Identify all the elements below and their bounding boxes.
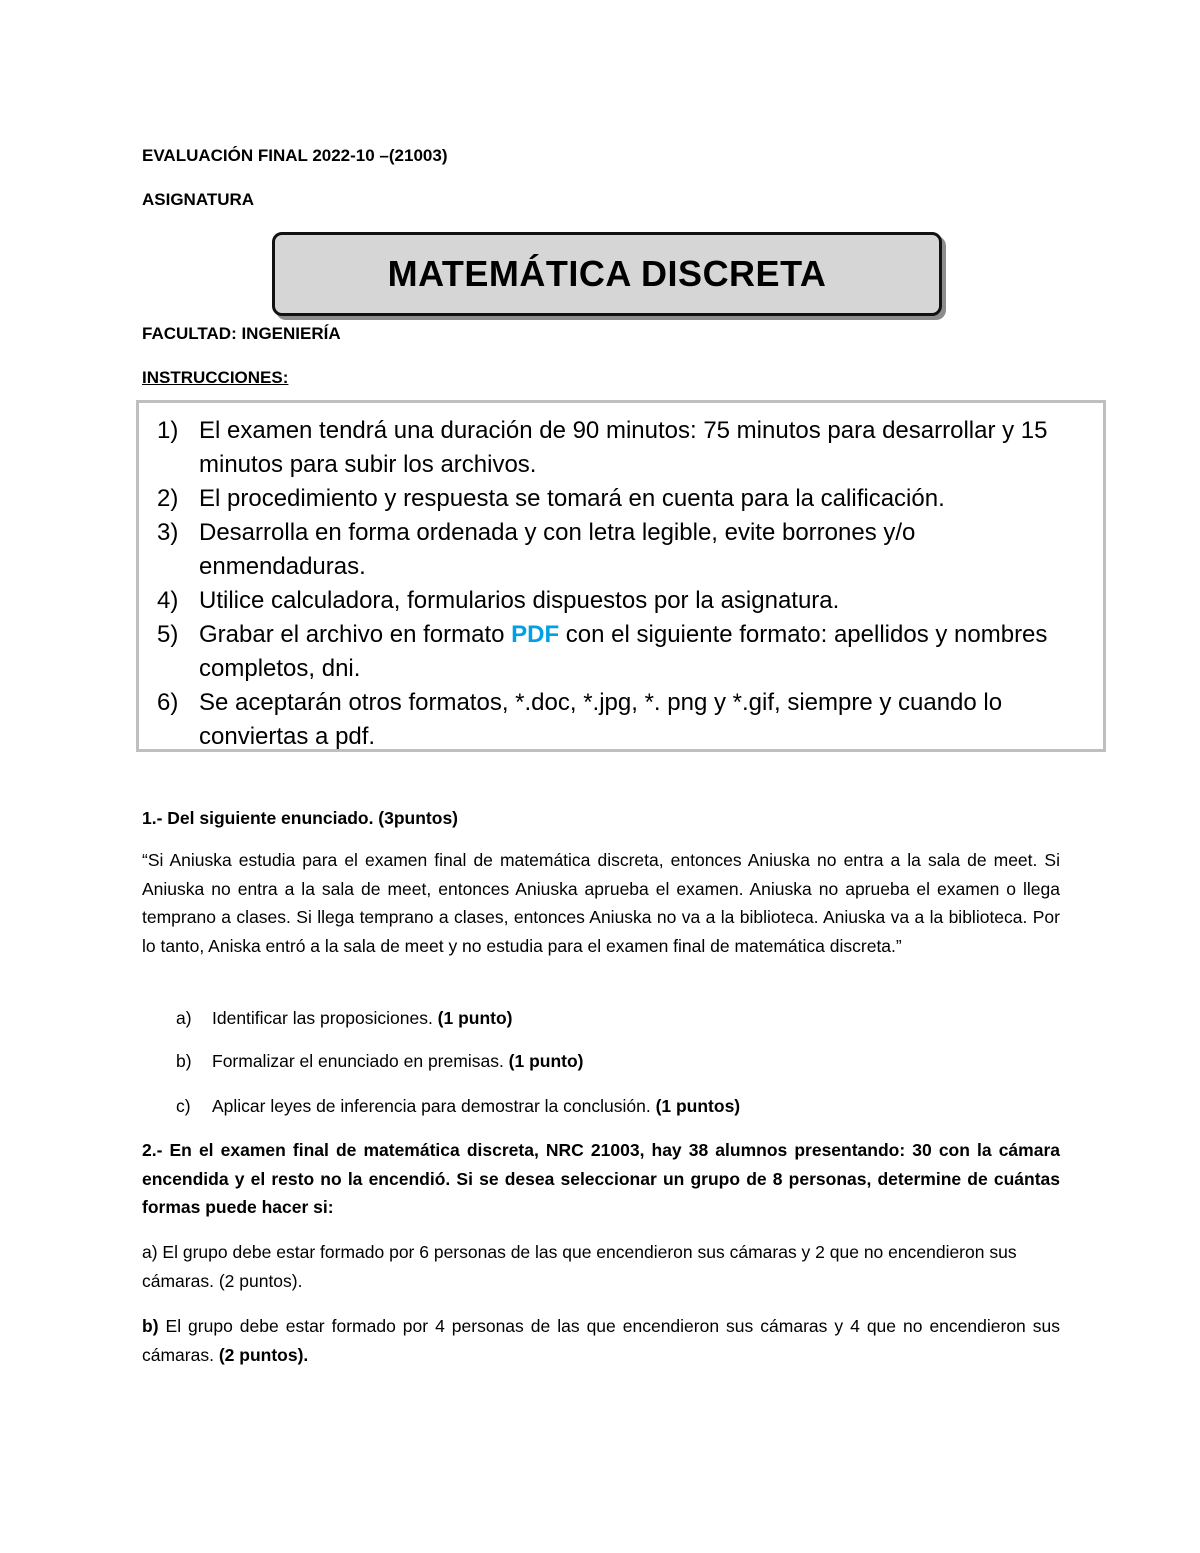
item-text: Aplicar leyes de inferencia para demostrar la conclusión.: [212, 1096, 656, 1116]
instruction-number: 3): [157, 519, 179, 546]
item-points: (1 puntos): [655, 1096, 741, 1116]
question-1-statement: “Si Aniuska estudia para el examen final de matemática discreta, entonces Aniuska no entra a la sala de meet. Si Aniuska no entra a la sala de meet, entonces Aniuska aprueba el examen. Aniuska no aprueba el examen o llega temprano a clases. Si llega temprano a clases, entonces Aniuska no va a la biblioteca. Aniuska va a la biblioteca. Por lo tanto, Aniska entró a la sala de meet y no estudia para el examen final de matemática discreta.”: [142, 850, 1060, 956]
question-2-part-a: a) El grupo debe estar formado por 6 personas de las que encendieron sus cámaras y 2 que no encendieron sus cámaras. (2 puntos).: [142, 1242, 1017, 1291]
instructions-box: [136, 400, 1106, 752]
instruction-item: [157, 516, 1083, 584]
question-1-title: 1.- Del siguiente enunciado. (3puntos): [142, 808, 458, 828]
instruction-number: 6): [157, 689, 179, 716]
instruction-text: [199, 618, 1083, 686]
item-text: Formalizar el enunciado en premisas.: [212, 1051, 509, 1071]
instructions-list: [157, 414, 1083, 754]
instruction-number: 5): [157, 621, 179, 648]
instruction-item: [157, 414, 1083, 482]
question-2-title: 2.- En el examen final de matemática discreta, NRC 21003, hay 38 alumnos presentando: 30 con la cámara encendida y el resto no la encendió. Si se desea seleccionar un grupo de 8 personas, determine de cuántas formas puede hacer si:: [142, 1140, 1060, 1217]
item-points: (1 punto): [508, 1051, 584, 1071]
instruction-item: [157, 482, 1083, 516]
instruction-text: Desarrolla en forma ordenada y con letra legible, evite borrones y/o enmendaduras.: [199, 519, 916, 580]
part-b-label: b): [142, 1316, 159, 1336]
instruction-text: Se aceptarán otros formatos, *.doc, *.jpg, *. png y *.gif, siempre y cuando lo conviertas a pdf.: [199, 689, 1003, 750]
item-text: Identificar las proposiciones.: [212, 1008, 438, 1028]
instruction-item: [157, 618, 1083, 686]
item-label: b): [176, 1051, 192, 1071]
part-b-text: El grupo debe estar formado por 4 personas de las que encendieron sus cámaras y 4 que no encendieron sus cámaras.: [142, 1316, 1060, 1365]
instruction-number: 2): [157, 485, 179, 512]
subject-name: MATEMÁTICA DISCRETA: [387, 253, 827, 294]
question-1-item-a: [176, 1008, 513, 1029]
item-label: c): [176, 1096, 191, 1116]
instruction-text: El procedimiento y respuesta se tomará en cuenta para la calificación.: [199, 485, 945, 512]
faculty: FACULTAD: INGENIERÍA: [142, 324, 341, 343]
question-1-item-c: [176, 1096, 740, 1117]
instruction-number: 4): [157, 587, 179, 614]
instructions-heading: INSTRUCCIONES:: [142, 368, 289, 387]
instruction-text: El examen tendrá una duración de 90 minutos: 75 minutos para desarrollar y 15 minutos para subir los archivos.: [199, 417, 1048, 478]
instruction-number: 1): [157, 417, 179, 444]
subject-label: ASIGNATURA: [142, 190, 255, 209]
exam-title: EVALUACIÓN FINAL 2022-10 –(21003): [142, 146, 448, 165]
instruction-text-before: Grabar el archivo en formato: [199, 621, 512, 648]
part-b-points: (2 puntos).: [218, 1344, 309, 1365]
subject-name-box: [272, 232, 942, 316]
instruction-text: Utilice calculadora, formularios dispuestos por la asignatura.: [199, 587, 840, 614]
item-label: a): [176, 1008, 192, 1028]
instruction-item: [157, 686, 1083, 754]
pdf-highlight: PDF: [511, 621, 560, 648]
question-2-part-b: [142, 1312, 1060, 1369]
instruction-text-after: con el siguiente formato: apellidos y nombres completos, dni.: [199, 621, 1048, 682]
item-points: (1 punto): [437, 1008, 513, 1028]
instruction-item: [157, 584, 1083, 618]
question-1-item-b: [176, 1051, 584, 1072]
